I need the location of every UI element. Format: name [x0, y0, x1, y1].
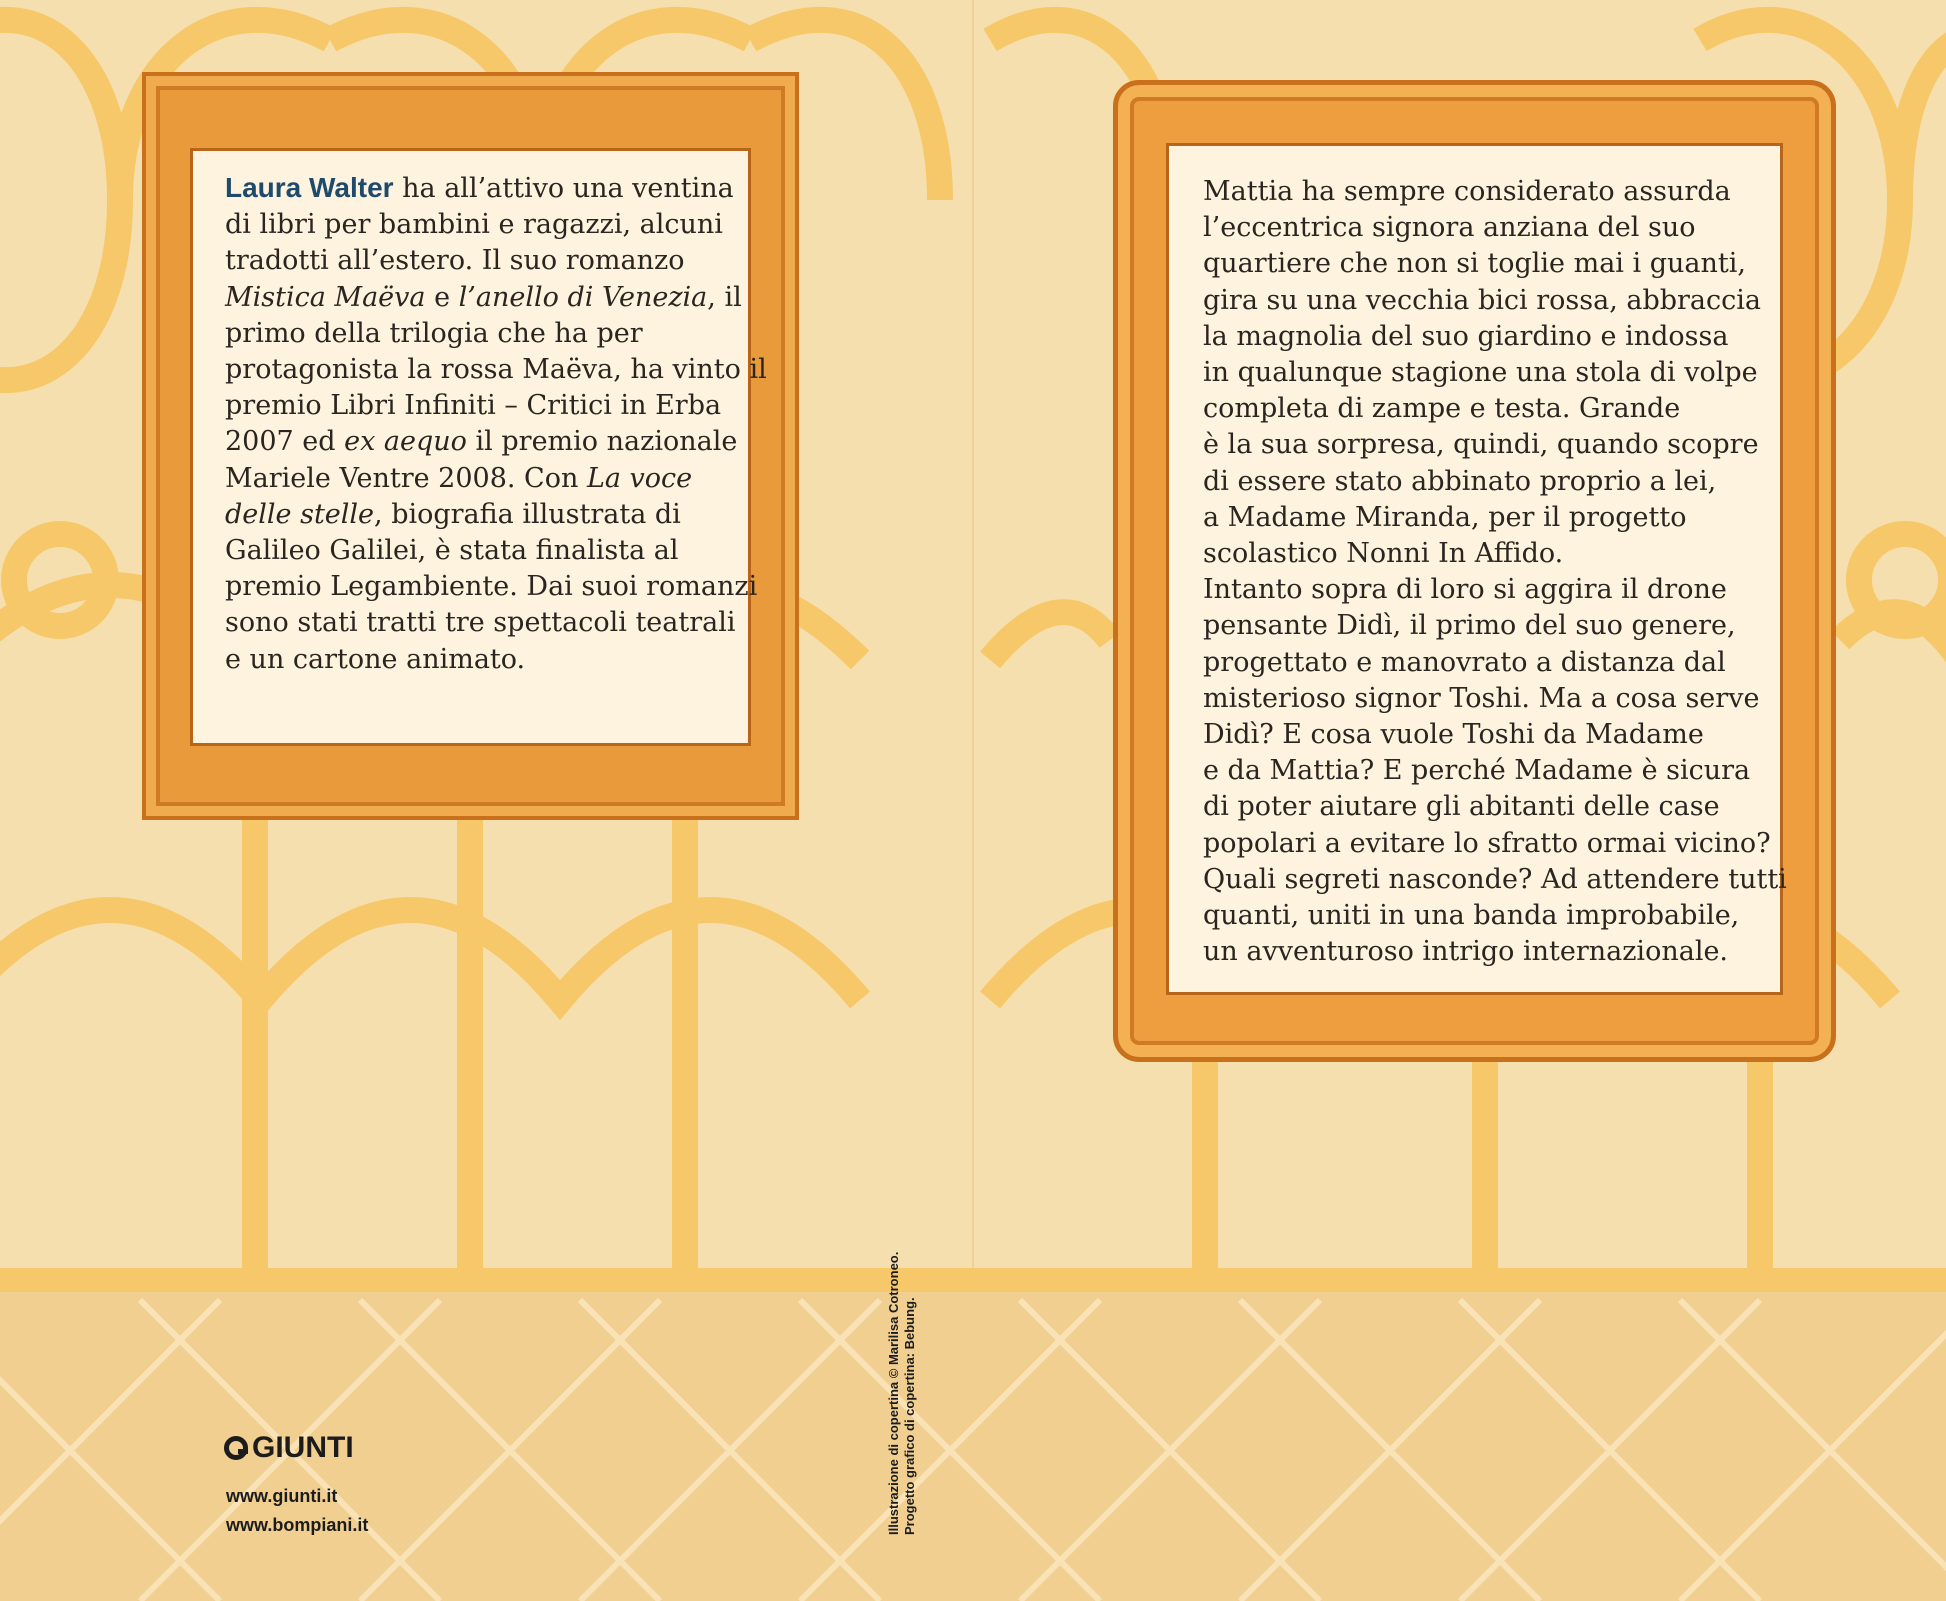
- bio-line: [225, 533, 767, 569]
- bio-line: [225, 280, 767, 316]
- bio-text-run: e un cartone animato.: [225, 643, 526, 675]
- synopsis-line: Mattia ha sempre considerato assurda: [1203, 176, 1731, 207]
- bio-line: [225, 605, 767, 641]
- synopsis-text: [1203, 174, 1787, 970]
- bio-text-run: primo della trilogia che ha per: [225, 317, 643, 349]
- synopsis-line: a Madame Miranda, per il progetto: [1203, 501, 1687, 533]
- bio-text-run: 2007 ed: [225, 426, 345, 458]
- bio-line: [225, 642, 767, 678]
- bio-text-run: premio Legambiente. Dai suoi romanzi: [225, 571, 758, 603]
- giunti-logo-icon: [224, 1436, 248, 1460]
- italic-title: La voce: [586, 462, 693, 494]
- bio-text-run: Mariele Ventre 2008. Con: [225, 462, 587, 494]
- bio-line: [225, 569, 767, 605]
- italic-title: delle stelle: [225, 498, 375, 530]
- bio-line: [225, 424, 767, 460]
- italic-title: l’anello di Venezia: [458, 281, 708, 313]
- bio-line: [225, 352, 767, 388]
- synopsis-line: quanti, uniti in una banda improbabile,: [1203, 900, 1740, 932]
- synopsis-line: misterioso signor Toshi. Ma a cosa serve: [1203, 682, 1760, 714]
- synopsis-line: un avventuroso intrigo internazionale.: [1203, 936, 1729, 968]
- publisher-url-giunti: www.giunti.it: [226, 1486, 338, 1506]
- synopsis-line: pensante Didì, il primo del suo genere,: [1203, 610, 1736, 642]
- cover-credits: [886, 1252, 918, 1535]
- synopsis-line: e da Mattia? E perché Madame è sicura: [1203, 755, 1751, 787]
- bio-text-run: di libri per bambini e ragazzi, alcuni: [225, 209, 723, 241]
- bio-line: [225, 207, 767, 243]
- bio-line: [225, 497, 767, 533]
- synopsis-line: di poter aiutare gli abitanti delle case: [1203, 791, 1720, 823]
- bio-line: [225, 388, 767, 424]
- synopsis-line: completa di zampe e testa. Grande: [1203, 393, 1681, 425]
- bio-text-run: premio Libri Infiniti – Critici in Erba: [225, 390, 722, 422]
- synopsis-line: Didì? E cosa vuole Toshi da Madame: [1203, 719, 1704, 751]
- italic-title: ex aequo: [344, 426, 467, 458]
- synopsis-line: gira su una vecchia bici rossa, abbraccia: [1203, 284, 1762, 316]
- bio-text-run: , biografia illustrata di: [374, 498, 681, 530]
- bio-text-run: ha all’attivo una ventina: [393, 173, 734, 204]
- author-name: Laura Walter: [225, 172, 394, 203]
- synopsis-line: la magnolia del suo giardino e indossa: [1203, 320, 1729, 352]
- synopsis-line: in qualunque stagione una stola di volpe: [1203, 357, 1758, 389]
- publisher-url-bompiani: www.bompiani.it: [226, 1515, 369, 1535]
- illustration-credit: Illustrazione di copertina © Marilisa Cotroneo.: [886, 1251, 901, 1535]
- bio-line: [225, 461, 767, 497]
- synopsis-line: è la sua sorpresa, quindi, quando scopre: [1203, 429, 1759, 461]
- bio-text-run: e: [425, 281, 459, 313]
- italic-title: Mistica Maëva: [225, 281, 426, 313]
- synopsis-line: popolari a evitare lo sfratto ormai vicino?: [1203, 827, 1771, 859]
- synopsis-line: Intanto sopra di loro si aggira il drone: [1203, 574, 1727, 606]
- synopsis-line: Quali segreti nasconde? Ad attendere tutti: [1203, 863, 1787, 895]
- design-credit: Progetto grafico di copertina: Bebung.: [902, 1297, 917, 1535]
- publisher-name: GIUNTI: [252, 1431, 354, 1464]
- synopsis-line: di essere stato abbinato proprio a lei,: [1203, 465, 1717, 497]
- bio-text-run: Galileo Galilei, è stata finalista al: [225, 535, 679, 567]
- bio-text-run: tradotti all’estero. Il suo romanzo: [225, 245, 685, 277]
- bio-text-run: sono stati tratti tre spettacoli teatrali: [225, 607, 736, 639]
- bio-text-run: protagonista la rossa Maëva, ha vinto il: [225, 354, 767, 386]
- publisher-logo: [224, 1431, 354, 1465]
- bio-text-run: il premio nazionale: [466, 426, 738, 458]
- synopsis-line: scolastico Nonni In Affido.: [1203, 538, 1564, 570]
- bio-text-run: , il: [707, 281, 742, 313]
- synopsis-line: quartiere che non si toglie mai i guanti,: [1203, 248, 1746, 280]
- author-bio-text: [225, 170, 767, 678]
- bio-line: [225, 316, 767, 352]
- synopsis-line: progettato e manovrato a distanza dal: [1203, 646, 1726, 678]
- bio-line: [225, 243, 767, 279]
- bio-line: [225, 170, 767, 207]
- synopsis-line: l’eccentrica signora anziana del suo: [1203, 212, 1696, 244]
